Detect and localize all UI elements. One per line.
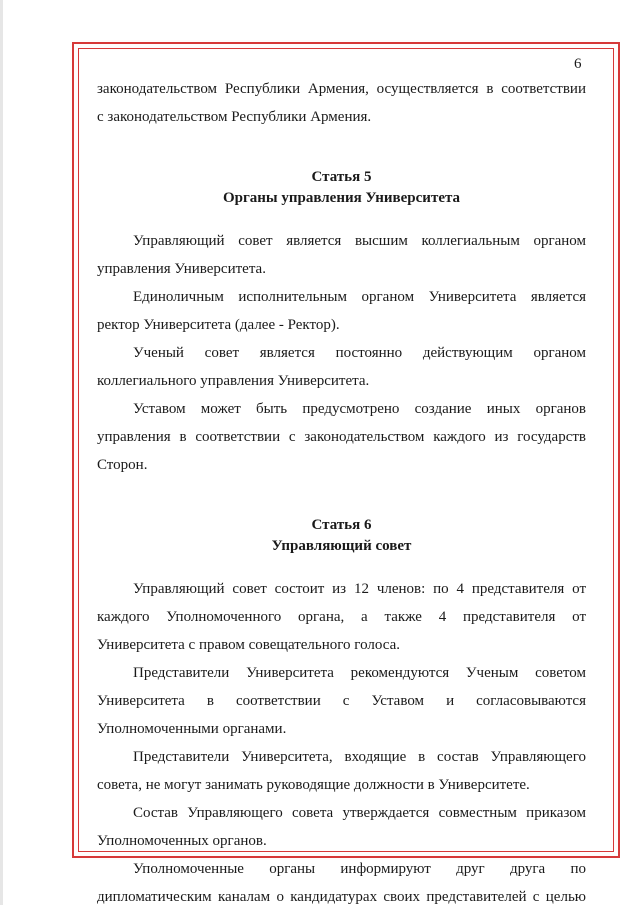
scan-left-edge [0,0,3,905]
continuation-line-1: законодательством Республики Армения, осуществляется в соответствии [97,81,586,97]
article-5 [97,167,586,479]
article-6-paragraph: Представители Университета рекомендуются Ученым советом Университета в соответствии с Уставом и согласовываются Уполномоченными органами. [97,665,586,737]
article-6-paragraph: Уполномоченные органы информируют друг друга по дипломатическим каналам о кандидатурах своих представителей с целью [97,861,586,905]
article-6-title: Управляющий совет [271,538,412,554]
article-5-paragraph: Уставом может быть предусмотрено создание иных органов управления в соответствии с законодательством каждого из государств Сторон. [97,401,586,473]
article-6-paragraph: Представители Университета, входящие в состав Управляющего совета, не могут занимать руководящие должности в Университете. [97,749,586,793]
article-5-paragraph: Единоличным исполнительным органом Университета является ректор Университета (далее - Ректор). [97,289,586,333]
article-5-title: Органы управления Университета [222,190,461,206]
spacer [97,479,586,515]
spacer [97,557,586,575]
article-5-number: Статья 5 [311,169,372,185]
spacer [97,131,586,167]
article-5-paragraph: Управляющий совет является высшим коллегиальным органом управления Университета. [97,233,586,277]
spacer [97,209,586,227]
article-5-paragraph: Ученый совет является постоянно действующим органом коллегиального управления Университета. [97,345,586,389]
article-6-number: Статья 6 [311,517,372,533]
continuation-line-2: с законодательством Республики Армения. [97,109,372,125]
article-6-paragraph: Состав Управляющего совета утверждается совместным приказом Уполномоченных органов. [97,805,586,849]
article-6-paragraph: Управляющий совет состоит из 12 членов: по 4 представителя от каждого Уполномоченного органа, а также 4 представителя от Университета с правом совещательного голоса. [97,581,586,653]
document-body [97,75,586,911]
article-6 [97,515,586,911]
page-number: 6 [574,56,582,72]
